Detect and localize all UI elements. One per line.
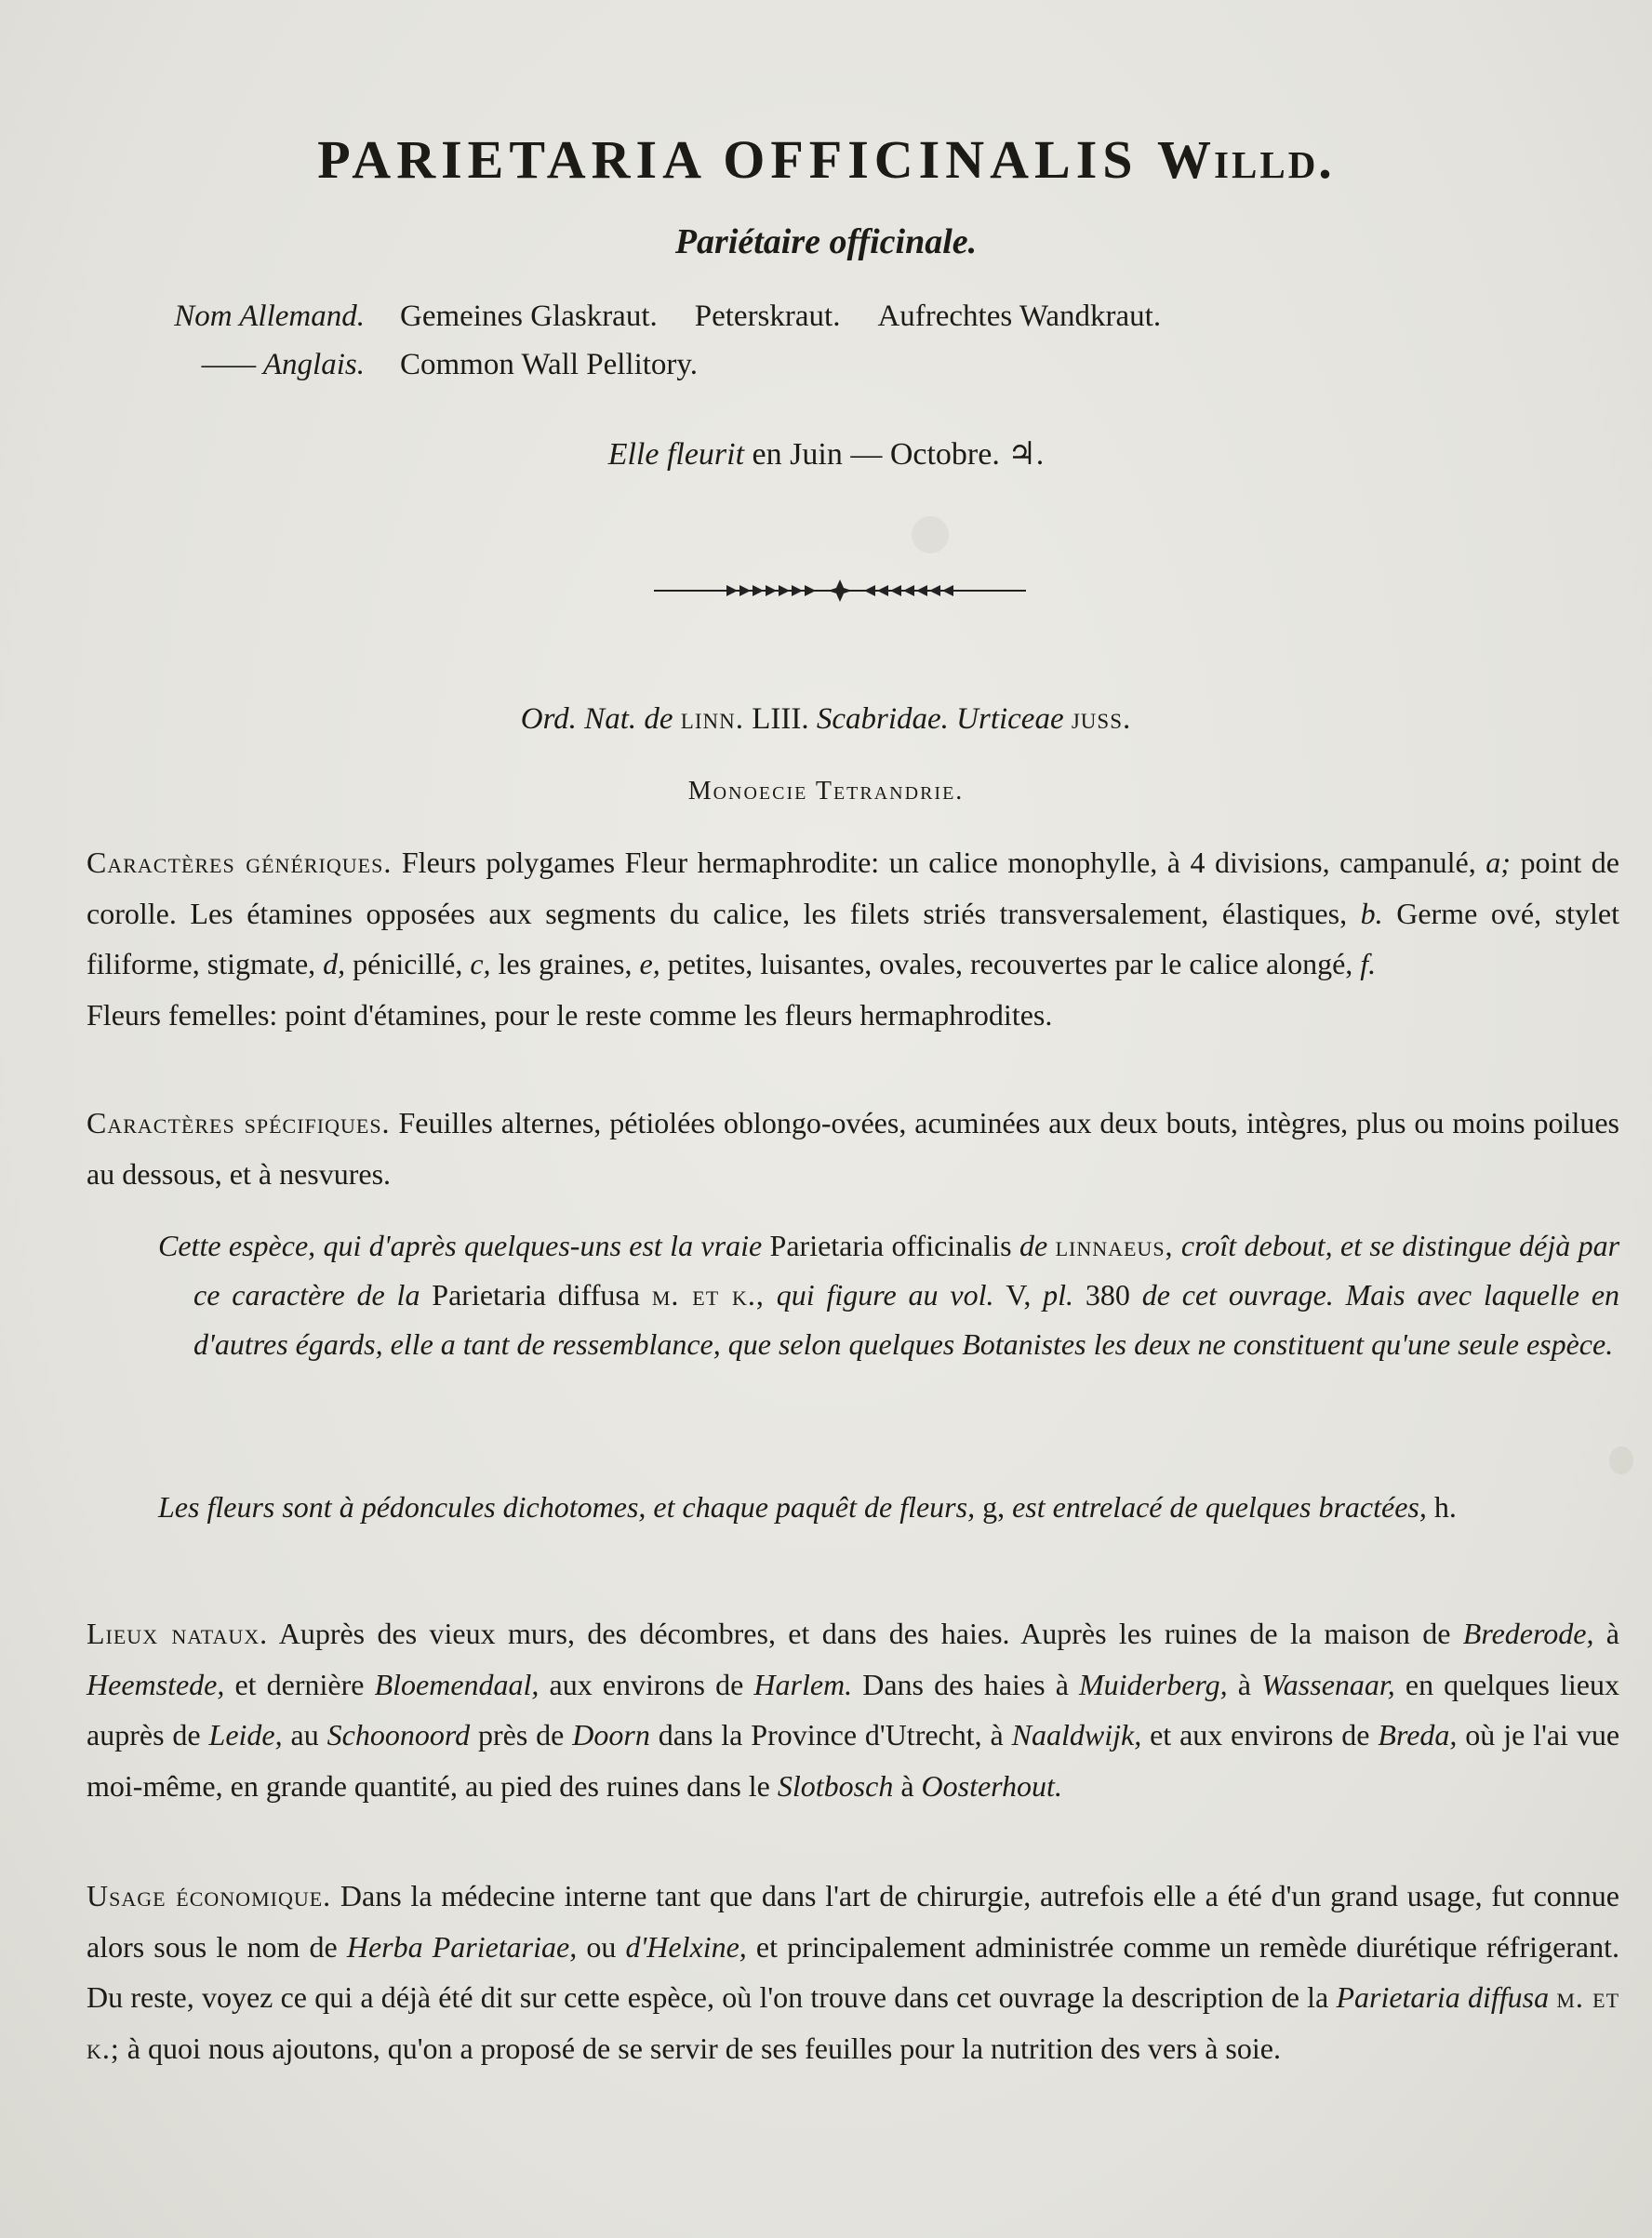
place-name: Breda, xyxy=(1378,1718,1458,1752)
section-label: Lieux nataux. xyxy=(87,1617,269,1650)
economic-usage xyxy=(87,1871,1619,2073)
page-title xyxy=(0,128,1652,191)
text: qui figure au vol. xyxy=(764,1278,1006,1312)
text: à xyxy=(1227,1667,1262,1701)
text: Dans la médecine interne tant que dans l'art de chirurgie, autrefois elle a été d'un grand usage, fut connue alors sous le nom de xyxy=(87,1879,1620,1964)
species-name: Parietaria diffusa xyxy=(432,1278,641,1312)
title-author: Willd. xyxy=(1157,129,1335,190)
text: ou xyxy=(577,1929,626,1964)
place-name: Muiderberg, xyxy=(1079,1667,1228,1701)
place-name: Oosterhout. xyxy=(921,1768,1062,1803)
text: aux environs de xyxy=(539,1667,754,1701)
order-family: Scabridae. Urticeae xyxy=(816,702,1064,736)
perennial-symbol: ♃. xyxy=(1007,437,1045,472)
text: à xyxy=(893,1768,922,1803)
figure-ref: f. xyxy=(1360,947,1377,980)
place-name: Harlem. xyxy=(753,1667,853,1701)
text: de cet ouvrage. Mais avec laquelle en d'autres égards, elle a tant de ressemblance, que selon quelques Botanistes les deux ne constituent qu'une seule espèce. xyxy=(193,1278,1620,1361)
text: Auprès des vieux murs, des décombres, et dans des haies. Auprès les ruines de la maison de xyxy=(268,1617,1463,1650)
name-value: Aufrechtes Wandkraut. xyxy=(877,300,1162,333)
lang-label: Nom Allemand. xyxy=(174,300,365,333)
order-number: LIII. xyxy=(752,702,809,736)
generic-paragraph xyxy=(87,837,1619,990)
ornamental-divider xyxy=(654,577,1026,605)
paper-stain xyxy=(1609,1446,1633,1474)
text: et principalement administrée comme un remède diurétique réfrigerant. Du reste, voyez ce qui a déjà été dit sur cette espèce, où l'on trouve dans cet ouvrage la description de la xyxy=(87,1929,1620,2014)
volume-number: V, xyxy=(1006,1278,1032,1312)
remark-paragraph-1 xyxy=(158,1221,1619,1369)
text: de xyxy=(1011,1229,1056,1262)
names-values xyxy=(400,348,735,396)
place-name: Bloemendaal, xyxy=(374,1667,540,1701)
vernacular-names xyxy=(107,300,1198,396)
names-row-german xyxy=(107,300,1198,348)
place-name: Schoonoord xyxy=(326,1718,471,1752)
term: Herba Parietariae, xyxy=(346,1929,578,1964)
text: et aux environs de xyxy=(1141,1718,1379,1752)
text: et dernière xyxy=(224,1667,375,1701)
flowering-line xyxy=(0,435,1652,473)
text: à quoi nous ajoutons, qu'on a proposé de se servir de ses feuilles pour la nutrition des vers à soie. xyxy=(119,2031,1281,2065)
text: pénicillé, xyxy=(345,947,471,980)
name-value: Gemeines Glaskraut. xyxy=(400,300,658,333)
place-name: Leide, xyxy=(208,1718,283,1752)
names-row-english xyxy=(107,348,1198,396)
figure-ref: d, xyxy=(323,947,346,980)
linnaean-class: Monoecie Tetrandrie. xyxy=(687,777,965,806)
generic-characters xyxy=(87,837,1619,1040)
name-value: Common Wall Pellitory. xyxy=(400,348,699,381)
text: pl. xyxy=(1031,1278,1086,1312)
text: croît debout, et se distingue déjà par ce caractère de la xyxy=(193,1229,1620,1312)
text: en quelques lieux auprès de xyxy=(87,1667,1620,1752)
author-name: linnaeus, xyxy=(1055,1229,1174,1262)
species-name: Parietaria diffusa xyxy=(1336,1980,1550,2014)
flowering-months: en Juin — Octobre. xyxy=(752,437,1000,472)
term: d'Helxine, xyxy=(625,1929,747,1964)
remark-text xyxy=(158,1221,1619,1369)
author-abbrev: m. et k.; xyxy=(87,1980,1620,2065)
place-name: Brederode, xyxy=(1462,1617,1594,1650)
natural-order xyxy=(0,702,1652,737)
place-name: Slotbosch xyxy=(777,1768,894,1803)
subtitle: Pariétaire officinale. xyxy=(674,222,978,261)
figure-ref: g, xyxy=(982,1490,1006,1524)
section-label: Caractères spécifiques. xyxy=(87,1106,391,1139)
female-flowers-paragraph: Fleurs femelles: point d'étamines, pour le reste comme les fleurs hermaphrodites. xyxy=(87,997,1053,1032)
name-value: Peterskraut. xyxy=(694,300,841,333)
order-juss: juss. xyxy=(1071,702,1132,736)
figure-ref: a; xyxy=(1485,846,1511,879)
place-name: Heemstede, xyxy=(87,1667,225,1701)
remark-text xyxy=(158,1483,1619,1532)
figure-ref: b. xyxy=(1360,896,1383,930)
text: Les fleurs sont à pédoncules dichotomes, et chaque paquêt de fleurs, xyxy=(158,1490,983,1524)
order-text: Ord. Nat. de xyxy=(520,702,673,736)
text: Feuilles alternes, pétiolées oblongo-ovées, acuminées aux deux bouts, intègres, plus ou moins poilues au dessous, et à nesvures. xyxy=(87,1106,1619,1191)
place-name: Naaldwijk, xyxy=(1011,1718,1142,1752)
section-label: Caractères génériques. xyxy=(87,846,393,879)
specific-characters xyxy=(87,1098,1619,1199)
text: à xyxy=(1593,1617,1620,1650)
text: où je l'ai vue moi-même, en grande quantité, au pied des ruines dans le xyxy=(87,1718,1620,1803)
text: dans la Province d'Utrecht, à xyxy=(649,1718,1012,1752)
plate-number: 380 xyxy=(1085,1278,1130,1312)
place-name: Wassenaar, xyxy=(1261,1667,1395,1701)
text: Cette espèce, qui d'après quelques-uns est la vraie xyxy=(158,1229,770,1262)
order-linn: linn. xyxy=(680,702,744,736)
title-species: PARIETARIA OFFICINALIS xyxy=(317,129,1139,190)
text: Germe ové, stylet filiforme, stigmate, xyxy=(87,896,1620,980)
lang-label: —— Anglais. xyxy=(201,348,365,381)
place-name: Doorn xyxy=(572,1718,650,1752)
text: Dans des haies à xyxy=(852,1667,1079,1701)
species-name: Parietaria officinalis xyxy=(769,1229,1012,1262)
text: petites, luisantes, ovales, recouvertes par le calice alongé, xyxy=(659,947,1361,980)
native-locations xyxy=(87,1608,1619,1811)
text: Fleurs polygames Fleur hermaphrodite: un calice monophylle, à 4 divisions, campanulé, xyxy=(392,846,1486,879)
text: près de xyxy=(470,1718,573,1752)
figure-ref: c, xyxy=(470,947,491,980)
text: au xyxy=(282,1718,327,1752)
remark-paragraph-2 xyxy=(158,1483,1619,1532)
text: est entrelacé de quelques bractées, xyxy=(1005,1490,1434,1524)
paper-stain xyxy=(912,516,949,553)
author-abbrev: m. et k., xyxy=(651,1278,765,1312)
text: les graines, xyxy=(490,947,640,980)
figure-ref: e, xyxy=(639,947,660,980)
names-values xyxy=(400,300,1198,348)
flowering-lead: Elle fleurit xyxy=(607,437,745,472)
figure-ref: h. xyxy=(1433,1490,1457,1524)
section-label: Usage économique. xyxy=(87,1879,332,1912)
text: point de corolle. Les étamines opposées aux segments du calice, les filets striés transversalement, élastiques, xyxy=(87,846,1620,930)
